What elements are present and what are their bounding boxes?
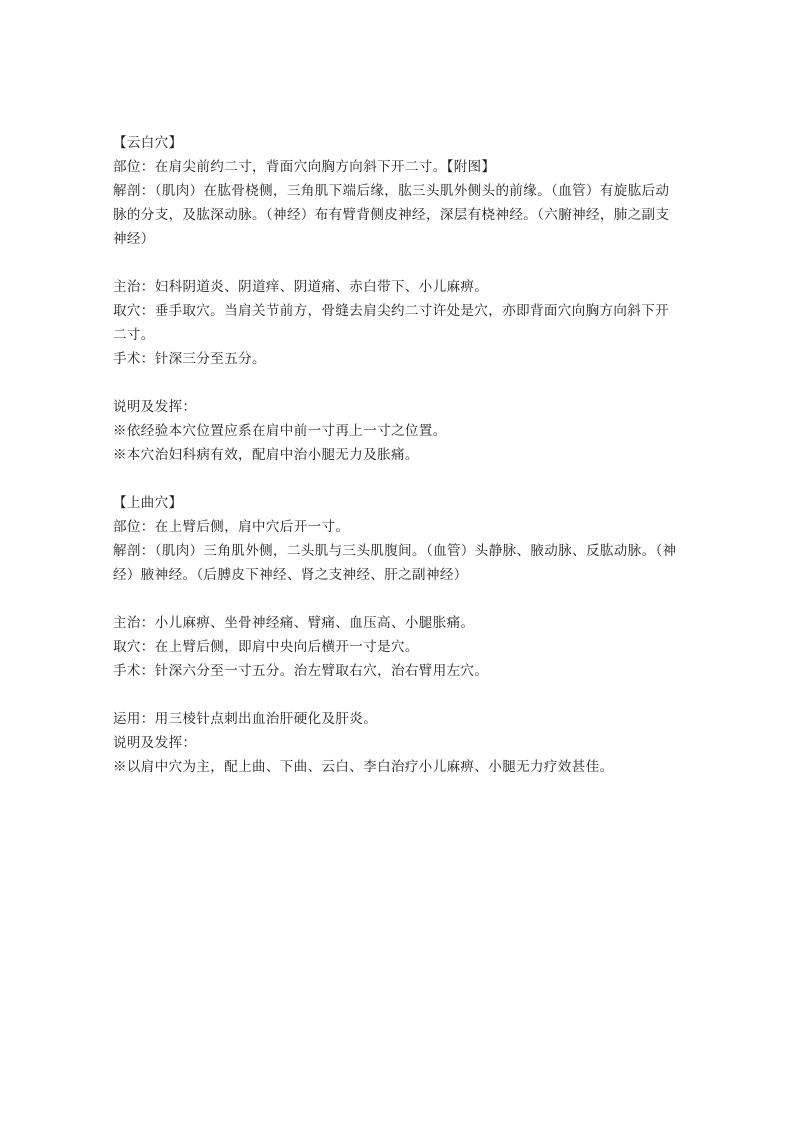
document-page xyxy=(113,131,678,779)
application-text: 运用：用三棱针点刺出血治肝硬化及肝炎。 xyxy=(113,711,378,727)
spacer xyxy=(113,587,678,611)
note-item: ※本穴治妇科病有效，配肩中治小腿无力及胀痛。 xyxy=(113,447,419,463)
anatomy-text: 解剖：（肌肉）在肱骨桡侧，三角肌下端后缘，肱三头肌外侧头的前缘。（血管）有旋肱后动脉的分支，及肱深动脉。（神经）布有臂背侧皮神经，深层有桡神经。（六腑神经，肺之副支神经） xyxy=(113,183,670,247)
spacer xyxy=(113,371,678,395)
indications-text: 主治：妇科阴道炎、阴道痒、阴道痛、赤白带下、小儿麻痹。 xyxy=(113,279,489,295)
section-yunbai-point xyxy=(113,131,678,467)
section-title: 【云白穴】 xyxy=(113,135,183,151)
section-shangqu-point xyxy=(113,491,678,779)
indications-text: 主治：小儿麻痹、坐骨神经痛、臂痛、血压高、小腿胀痛。 xyxy=(113,615,475,631)
technique-text: 手术：针深三分至五分。 xyxy=(113,351,266,367)
technique-text: 手术：针深六分至一寸五分。治左臂取右穴，治右臂用左穴。 xyxy=(113,663,489,679)
section-title: 【上曲穴】 xyxy=(113,495,183,511)
spacer xyxy=(113,467,678,491)
anatomy-text: 解剖：（肌肉）三角肌外侧，二头肌与三头肌腹间。（血管）头静脉、腋动脉、反肱动脉。（神经）腋神经。（后膊皮下神经、肾之支神经、肝之副神经） xyxy=(113,543,677,583)
point-location-text: 取穴：垂手取穴。当肩关节前方，骨缝去肩尖约二寸许处是穴，亦即背面穴向胸方向斜下开二寸。 xyxy=(113,303,669,343)
location-text: 部位：在上臂后侧，肩中穴后开一寸。 xyxy=(113,519,350,535)
spacer xyxy=(113,683,678,707)
note-item: ※以肩中穴为主，配上曲、下曲、云白、李白治疗小儿麻痹、小腿无力疗效甚佳。 xyxy=(113,759,614,775)
note-item: ※依经验本穴位置应系在肩中前一寸再上一寸之位置。 xyxy=(113,423,447,439)
notes-heading: 说明及发挥： xyxy=(113,399,197,415)
location-text: 部位：在肩尖前约二寸，背面穴向胸方向斜下开二寸。【附图】 xyxy=(113,159,496,175)
point-location-text: 取穴：在上臂后侧，即肩中央向后横开一寸是穴。 xyxy=(113,639,419,655)
notes-heading: 说明及发挥： xyxy=(113,735,197,751)
spacer xyxy=(113,251,678,275)
